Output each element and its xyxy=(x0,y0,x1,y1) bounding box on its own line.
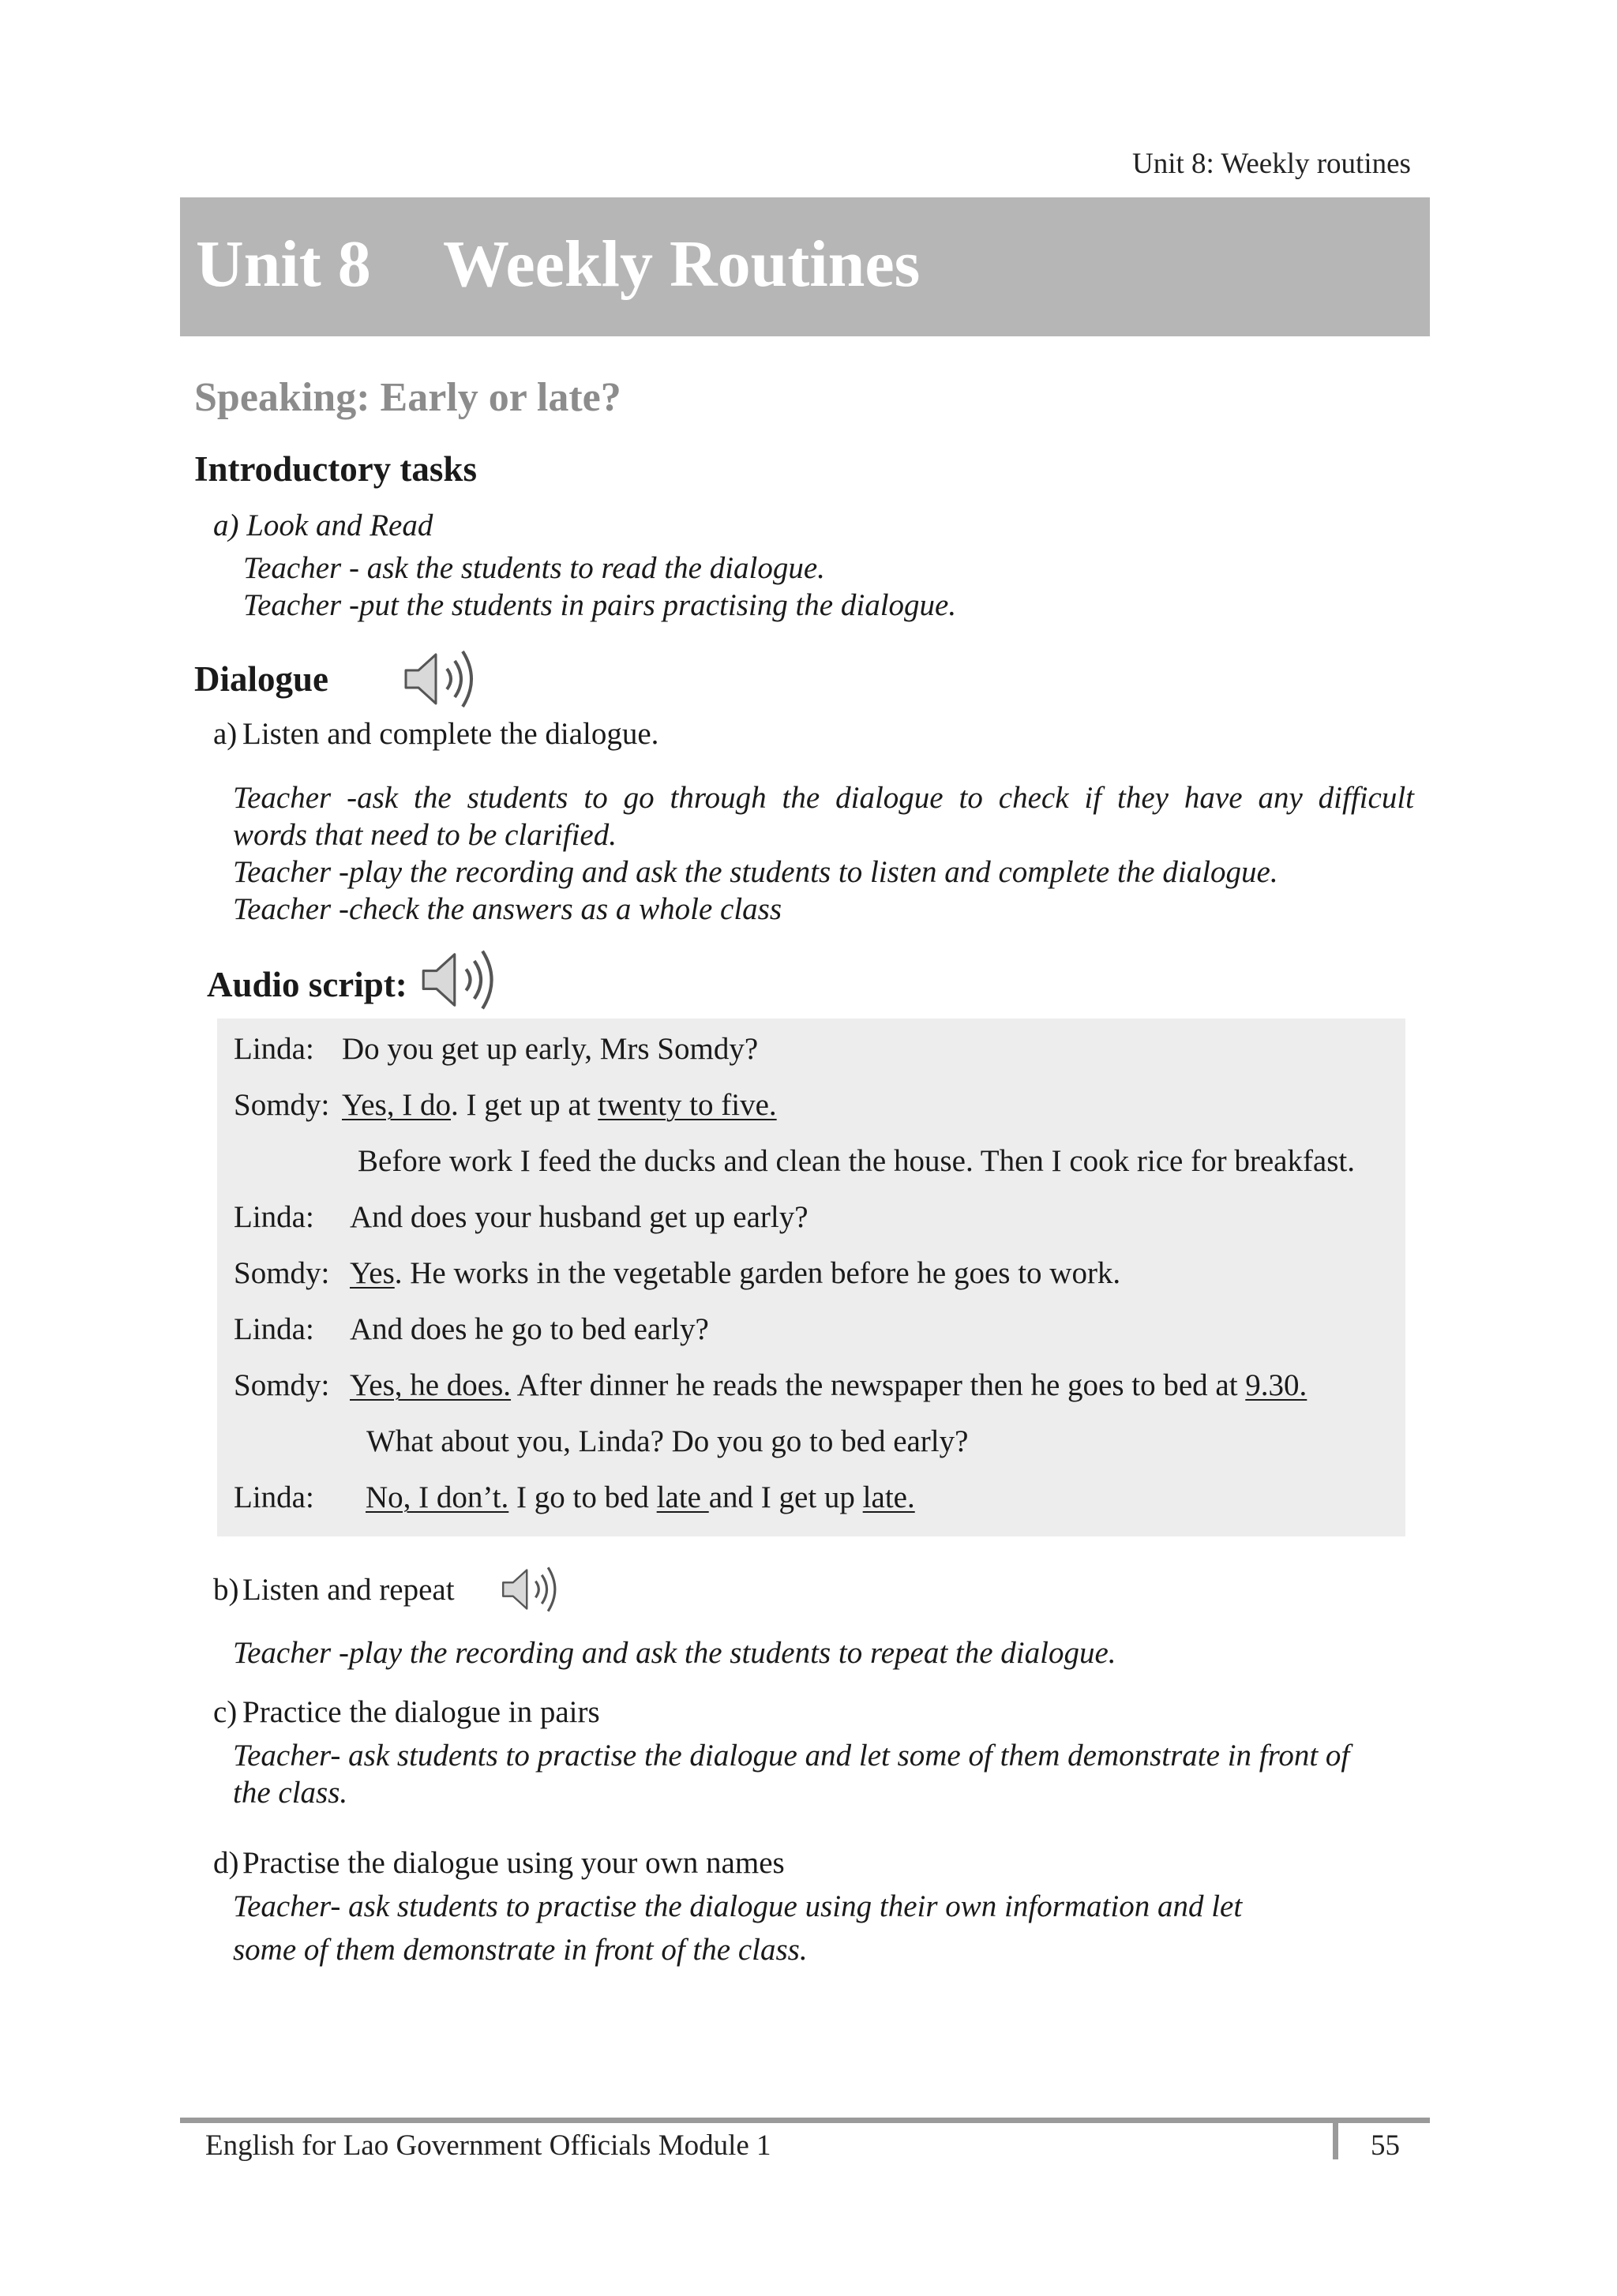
line-text: and I get up xyxy=(708,1480,863,1514)
task-d-marker: d) xyxy=(213,1846,239,1880)
answer-underlined: Yes xyxy=(350,1256,395,1290)
page-number: 55 xyxy=(1371,2129,1400,2162)
dialogue-task-a-label: Listen and complete the dialogue. xyxy=(242,717,659,751)
line-text: Before work I feed the ducks and clean the house. Then I cook rice for breakfast. xyxy=(358,1144,1356,1178)
audio-script-heading: Audio script: xyxy=(207,965,407,1004)
dialogue-teacher-line-4: Teacher -check the answers as a whole class xyxy=(233,892,782,926)
task-b-label: Listen and repeat xyxy=(242,1573,455,1607)
dialogue-heading: Dialogue xyxy=(194,659,329,699)
task-c-teacher-line-2: the class. xyxy=(233,1776,348,1810)
line-text: Do you get up early, Mrs Somdy? xyxy=(342,1032,759,1066)
answer-underlined: Yes, I do xyxy=(342,1088,451,1122)
speaker-icon[interactable] xyxy=(499,1563,562,1616)
speaker-label: Somdy: xyxy=(234,1256,330,1290)
unit-title: Weekly Routines xyxy=(443,227,921,301)
line-text: And does he go to bed early? xyxy=(350,1312,709,1346)
dialogue-teacher-line-1: Teacher -ask the students to go through the dialogue to check if they have any difficult xyxy=(233,781,1414,815)
dialogue-task-a-marker: a) xyxy=(213,717,238,751)
task-b-marker: b) xyxy=(213,1573,239,1607)
footer-rule xyxy=(180,2118,1430,2123)
answer-underlined: late. xyxy=(862,1480,915,1514)
line-text: What about you, Linda? Do you go to bed early? xyxy=(366,1424,969,1458)
intro-task-a: a) Look and Read xyxy=(213,508,433,542)
section-title: Speaking: Early or late? xyxy=(194,375,621,420)
task-d-label: Practise the dialogue using your own names xyxy=(242,1846,785,1880)
speaker-icon[interactable] xyxy=(418,944,501,1015)
intro-teacher-line-2: Teacher -put the students in pairs practising the dialogue. xyxy=(243,588,957,622)
task-c-marker: c) xyxy=(213,1695,238,1729)
answer-underlined: twenty to five. xyxy=(598,1088,777,1122)
footer-divider xyxy=(1333,2123,1338,2159)
intro-teacher-line-1: Teacher - ask the students to read the dialogue. xyxy=(243,551,825,585)
unit-number: Unit 8 xyxy=(196,227,371,301)
answer-underlined: Yes, he does. xyxy=(350,1368,512,1402)
speaker-label: Linda: xyxy=(234,1312,314,1346)
speaker-label: Somdy: xyxy=(234,1368,330,1402)
line-text: . He works in the vegetable garden before he goes to work. xyxy=(394,1256,1121,1290)
line-text: . I get up at xyxy=(451,1088,598,1122)
unit-banner xyxy=(180,197,1430,336)
line-text: I go to bed xyxy=(508,1480,657,1514)
task-d-teacher-line-1: Teacher- ask students to practise the dialogue using their own information and let xyxy=(233,1889,1243,1923)
speaker-label: Linda: xyxy=(234,1200,314,1234)
task-d-teacher-line-2: some of them demonstrate in front of the class. xyxy=(233,1933,808,1967)
task-c-label: Practice the dialogue in pairs xyxy=(242,1695,600,1729)
speaker-label: Somdy: xyxy=(234,1088,330,1122)
line-text: And does your husband get up early? xyxy=(350,1200,808,1234)
audio-script-box xyxy=(217,1019,1405,1536)
speaker-label: Linda: xyxy=(234,1480,314,1514)
answer-underlined: late xyxy=(656,1480,709,1514)
task-c-teacher-line-1: Teacher- ask students to practise the dialogue and let some of them demonstrate in front of xyxy=(233,1739,1350,1773)
footer-title: English for Lao Government Officials Module 1 xyxy=(205,2129,771,2162)
speaker-icon[interactable] xyxy=(401,645,480,713)
running-head: Unit 8: Weekly routines xyxy=(1132,148,1411,180)
speaker-label: Linda: xyxy=(234,1032,314,1066)
answer-underlined: No, I don’t. xyxy=(366,1480,509,1514)
task-b-teacher: Teacher -play the recording and ask the students to repeat the dialogue. xyxy=(233,1636,1116,1670)
dialogue-teacher-line-2: words that need to be clarified. xyxy=(233,818,617,852)
answer-underlined: 9.30. xyxy=(1245,1368,1307,1402)
dialogue-teacher-line-3: Teacher -play the recording and ask the students to listen and complete the dialogue. xyxy=(233,855,1278,889)
intro-heading: Introductory tasks xyxy=(194,449,477,489)
line-text: After dinner he reads the newspaper then he goes to bed at xyxy=(511,1368,1246,1402)
